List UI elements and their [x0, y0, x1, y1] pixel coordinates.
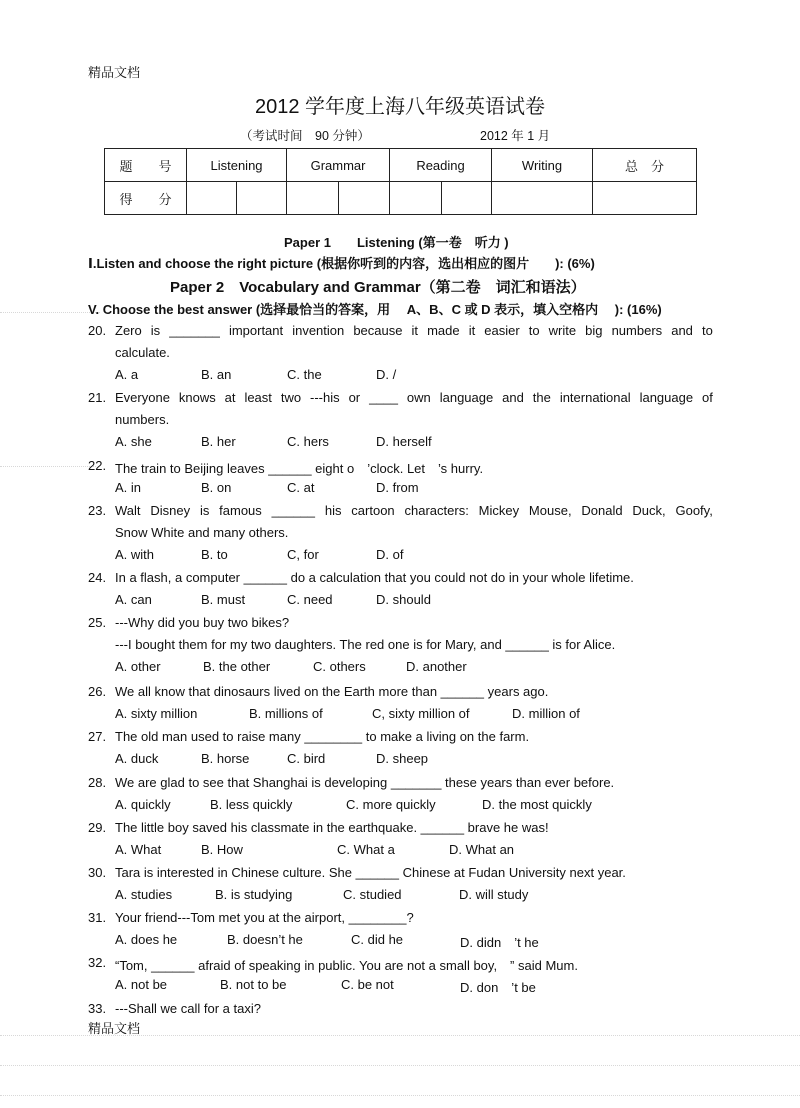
dotted-rule — [0, 312, 100, 313]
answer-option-c[interactable]: C. need — [287, 592, 333, 607]
question-word: of — [702, 390, 713, 405]
question-word: Mouse, — [528, 503, 572, 518]
score-blank — [390, 182, 442, 215]
answer-option-b[interactable]: B. How — [201, 842, 243, 857]
question-word: invention — [292, 323, 345, 338]
answer-option-c[interactable]: C. others — [313, 659, 366, 674]
question-text: We are glad to see that Shanghai is developing _______ these years than ever before. — [115, 775, 615, 790]
question-word: famous — [219, 503, 262, 518]
question-word: least — [244, 390, 272, 405]
score-blank — [442, 182, 492, 215]
answer-option-c[interactable]: C, sixty million of — [372, 706, 470, 721]
question-word: knows — [178, 390, 216, 405]
question-number: 23. — [88, 503, 107, 518]
question-text: Your friend---Tom met you at the airport, ________? — [115, 910, 414, 925]
answer-option-b[interactable]: B. millions of — [249, 706, 323, 721]
question-number: 22. — [88, 458, 107, 473]
question-word: at — [224, 390, 236, 405]
answer-option-c[interactable]: C. bird — [287, 751, 326, 766]
answer-option-d[interactable]: D. the most quickly — [482, 797, 592, 812]
question-number: 26. — [88, 684, 107, 699]
score-cell-listening: Listening — [187, 149, 287, 182]
answer-option-b[interactable]: B. must — [201, 592, 246, 607]
answer-option-c[interactable]: C. hers — [287, 434, 329, 449]
answer-option-a[interactable]: A. other — [115, 659, 161, 674]
question-text: Tara is interested in Chinese culture. She ______ Chinese at Fudan University next year. — [115, 865, 626, 880]
answer-option-b[interactable]: B. to — [201, 547, 228, 562]
question-number: 31. — [88, 910, 107, 925]
answer-option-c[interactable]: C. at — [287, 480, 315, 495]
answer-option-b[interactable]: B. is studying — [215, 887, 293, 902]
question-text — [115, 503, 713, 518]
question-word: language — [439, 390, 494, 405]
answer-option-b[interactable]: B. the other — [203, 659, 271, 674]
question-word: cartoon — [351, 503, 395, 518]
question-text: calculate. — [115, 345, 170, 360]
answer-option-a[interactable]: A. does he — [115, 932, 178, 947]
question-word: _______ — [169, 323, 220, 338]
question-text: ---Why did you buy two bikes? — [115, 615, 290, 630]
answer-option-d[interactable]: D. herself — [376, 434, 432, 449]
paper1-heading: Paper 1 Listening (第一卷 听力 ) — [284, 235, 509, 250]
question-text: The train to Beijing leaves ______ eight o ’clock. Let ’s hurry. — [115, 461, 484, 476]
question-word: numbers — [611, 323, 663, 338]
score-cell-reading: Reading — [390, 149, 492, 182]
question-word: international — [559, 390, 631, 405]
question-text — [115, 323, 713, 338]
question-number: 27. — [88, 729, 107, 744]
question-text: We all know that dinosaurs lived on the Earth more than ______ years ago. — [115, 684, 549, 699]
answer-option-c[interactable]: C. studied — [343, 887, 402, 902]
question-word: important — [228, 323, 284, 338]
answer-option-a[interactable]: A. can — [115, 592, 152, 607]
dotted-rule — [0, 1095, 800, 1096]
answer-option-d[interactable]: D. another — [406, 659, 467, 674]
answer-option-c[interactable]: C. did he — [351, 932, 404, 947]
answer-option-a[interactable]: A. not be — [115, 977, 168, 992]
answer-option-a[interactable]: A. studies — [115, 887, 173, 902]
question-number: 33. — [88, 1001, 107, 1016]
question-word: Mickey — [478, 503, 520, 518]
question-word: Walt — [115, 503, 141, 518]
answer-option-d[interactable]: D. What an — [449, 842, 515, 857]
question-word: and — [502, 390, 524, 405]
answer-option-b[interactable]: B. less quickly — [210, 797, 293, 812]
question-word: Zero — [115, 323, 142, 338]
question-word: because — [353, 323, 403, 338]
answer-option-d[interactable]: D. million of — [512, 706, 580, 721]
question-word: or — [348, 390, 361, 405]
answer-option-a[interactable]: A. in — [115, 480, 142, 495]
question-text: ---Shall we call for a taxi? — [115, 1001, 261, 1016]
answer-option-d[interactable]: D. sheep — [376, 751, 429, 766]
footer-watermark: 精品文档 — [88, 1021, 141, 1036]
answer-option-c[interactable]: C, for — [287, 547, 319, 562]
answer-option-a[interactable]: A. with — [115, 547, 155, 562]
score-table — [104, 148, 697, 215]
question-number: 25. — [88, 615, 107, 630]
dotted-rule — [0, 466, 96, 467]
part1-heading: Ⅰ.Listen and choose the right picture (根据你听到的内容，选出相应的图片 ): (6%) — [88, 256, 595, 271]
answer-option-d[interactable]: D. didn ’t he — [460, 935, 539, 950]
answer-option-d[interactable]: D. don ’t be — [460, 980, 536, 995]
answer-option-d[interactable]: D. from — [376, 480, 419, 495]
score-cell-grammar: Grammar — [287, 149, 390, 182]
score-cell-label: 题 号 — [105, 149, 187, 182]
answer-option-c[interactable]: C. be not — [341, 977, 394, 992]
question-word: big — [585, 323, 603, 338]
question-word: is — [150, 323, 161, 338]
question-word: his — [324, 503, 342, 518]
question-word: ____ — [369, 390, 398, 405]
question-word: made — [427, 323, 460, 338]
answer-option-d[interactable]: D. / — [376, 367, 397, 382]
score-blank — [237, 182, 287, 215]
answer-option-b[interactable]: B. horse — [201, 751, 250, 766]
paper2-heading: Paper 2 Vocabulary and Grammar（第二卷 词汇和语法） — [170, 279, 586, 296]
score-blank — [593, 182, 697, 215]
score-blank — [287, 182, 339, 215]
question-text: The old man used to raise many ________ to make a living on the farm. — [115, 729, 530, 744]
question-word: write — [548, 323, 577, 338]
question-word: easier — [484, 323, 520, 338]
question-word: Everyone — [115, 390, 170, 405]
question-text: “Tom, ______ afraid of speaking in public. You are not a small boy, ” said Mum. — [115, 958, 578, 973]
header-watermark: 精品文档 — [88, 65, 141, 80]
part5-heading: V. Choose the best answer (选择最恰当的答案，用 A、B、C 或 D 表示，填入空格内 ): (16%) — [88, 302, 662, 317]
answer-option-a[interactable]: A. What — [115, 842, 162, 857]
question-number: 32. — [88, 955, 107, 970]
answer-option-b[interactable]: B. on — [201, 480, 232, 495]
answer-option-a[interactable]: A. sixty million — [115, 706, 198, 721]
score-blank — [339, 182, 390, 215]
question-number: 21. — [88, 390, 107, 405]
question-number: 20. — [88, 323, 107, 338]
score-table-score-row — [105, 182, 697, 215]
question-text: ---I bought them for my two daughters. The red one is for Mary, and ______ is for Alice. — [115, 637, 616, 652]
score-cell-writing: Writing — [492, 149, 593, 182]
question-word: Disney — [150, 503, 191, 518]
question-word: Goofy, — [675, 503, 713, 518]
question-number: 24. — [88, 570, 107, 585]
answer-option-d[interactable]: D. will study — [459, 887, 529, 902]
question-word: it — [411, 323, 419, 338]
score-row-label: 得 分 — [105, 182, 187, 215]
answer-option-b[interactable]: B. doesn’t he — [227, 932, 303, 947]
score-table-header-row — [105, 149, 697, 182]
question-text: numbers. — [115, 412, 170, 427]
answer-option-a[interactable]: A. duck — [115, 751, 159, 766]
question-word: ---his — [310, 390, 340, 405]
answer-option-d[interactable]: D. of — [376, 547, 404, 562]
answer-option-b[interactable]: B. an — [201, 367, 232, 382]
answer-option-d[interactable]: D. should — [376, 592, 431, 607]
answer-option-a[interactable]: A. a — [115, 367, 139, 382]
question-text: Snow White and many others. — [115, 525, 289, 540]
question-text — [115, 390, 713, 405]
question-number: 29. — [88, 820, 107, 835]
exam-date: 2012 年 1 月 — [480, 129, 551, 143]
question-word: language — [639, 390, 694, 405]
score-cell-total: 总 分 — [593, 149, 697, 182]
score-blank — [492, 182, 593, 215]
score-blank — [187, 182, 237, 215]
question-word: it — [468, 323, 476, 338]
question-number: 28. — [88, 775, 107, 790]
answer-option-b[interactable]: B. her — [201, 434, 236, 449]
answer-option-c[interactable]: C. more quickly — [346, 797, 436, 812]
question-word: two — [280, 390, 302, 405]
answer-option-a[interactable]: A. she — [115, 434, 152, 449]
answer-option-c[interactable]: C. the — [287, 367, 322, 382]
question-word: and — [671, 323, 693, 338]
question-word: the — [532, 390, 551, 405]
question-word: is — [199, 503, 210, 518]
question-word: Donald — [581, 503, 623, 518]
page-title: 2012 学年度上海八年级英语试卷 — [254, 96, 546, 118]
question-word: Duck, — [632, 503, 666, 518]
question-text: The little boy saved his classmate in the earthquake. ______ brave he was! — [115, 820, 549, 835]
exam-time: （考试时间 90 分钟） — [240, 129, 370, 143]
question-word: to — [528, 323, 540, 338]
question-text: In a flash, a computer ______ do a calculation that you could not do in your whole lifetime. — [115, 570, 634, 585]
answer-option-b[interactable]: B. not to be — [220, 977, 287, 992]
answer-option-a[interactable]: A. quickly — [115, 797, 171, 812]
question-number: 30. — [88, 865, 107, 880]
exam-info — [240, 126, 551, 144]
question-word: own — [406, 390, 431, 405]
question-word: characters: — [404, 503, 469, 518]
answer-option-c[interactable]: C. What a — [337, 842, 395, 857]
question-word: ______ — [271, 503, 316, 518]
question-word: to — [701, 323, 713, 338]
dotted-rule — [0, 1065, 800, 1066]
